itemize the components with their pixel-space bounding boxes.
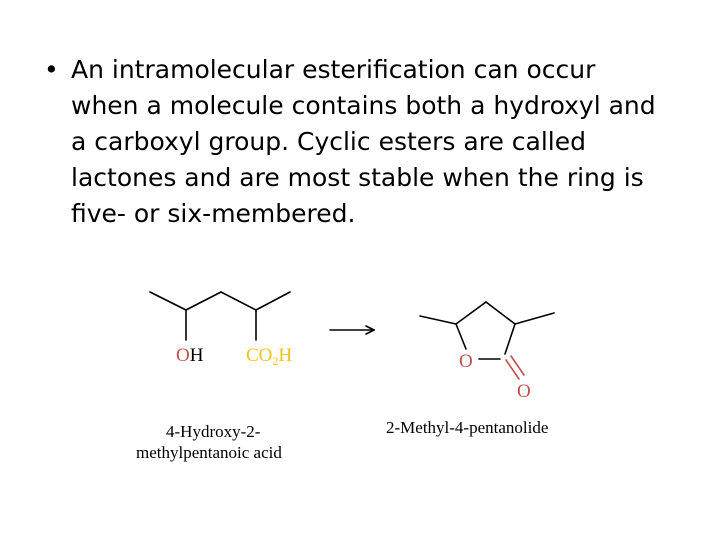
reactant-bond — [150, 292, 186, 310]
reactant-structure — [150, 292, 290, 340]
bullet-icon: • — [44, 55, 59, 84]
hydroxyl-hydrogen: H — [189, 345, 204, 366]
carboxyl-label — [246, 345, 292, 368]
reactant-bond — [221, 292, 256, 310]
carboxyl-subscript: 2 — [272, 354, 279, 368]
product-bond — [505, 324, 515, 354]
bullet-line: five- or six-membered. — [71, 199, 356, 228]
product-bond — [456, 324, 466, 349]
reactant-bond — [256, 292, 290, 310]
product-structure — [420, 302, 554, 359]
product-bond — [486, 302, 515, 324]
bullet-line: An intramolecular esterification can occur — [71, 55, 596, 84]
bullet-line: lactones and are most stable when the ring is — [71, 163, 644, 192]
bullet-line: when a molecule contains both a hydroxyl and — [71, 91, 656, 120]
right-arrow-icon — [330, 326, 374, 334]
product-bond — [456, 302, 486, 324]
carboxyl-co: CO — [246, 345, 273, 366]
reactant-name-line2: methylpentanoic acid — [136, 443, 282, 462]
reactant-name-line1: 4-Hydroxy-2- — [166, 422, 261, 441]
carbonyl-oxygen: O — [517, 381, 531, 402]
product-bond — [515, 313, 554, 324]
carbonyl-double-bond — [506, 356, 524, 379]
product-name: 2-Methyl-4-pentanolide — [386, 418, 549, 437]
bullet-line: a carboxyl group. Cyclic esters are called — [71, 127, 586, 156]
ring-oxygen: O — [459, 351, 473, 372]
product-bond — [420, 316, 456, 324]
carboxyl-hydrogen: H — [278, 345, 293, 366]
hydroxyl-oxygen: O — [176, 345, 190, 366]
hydroxyl-label — [176, 345, 204, 366]
reactant-bond — [186, 292, 221, 310]
